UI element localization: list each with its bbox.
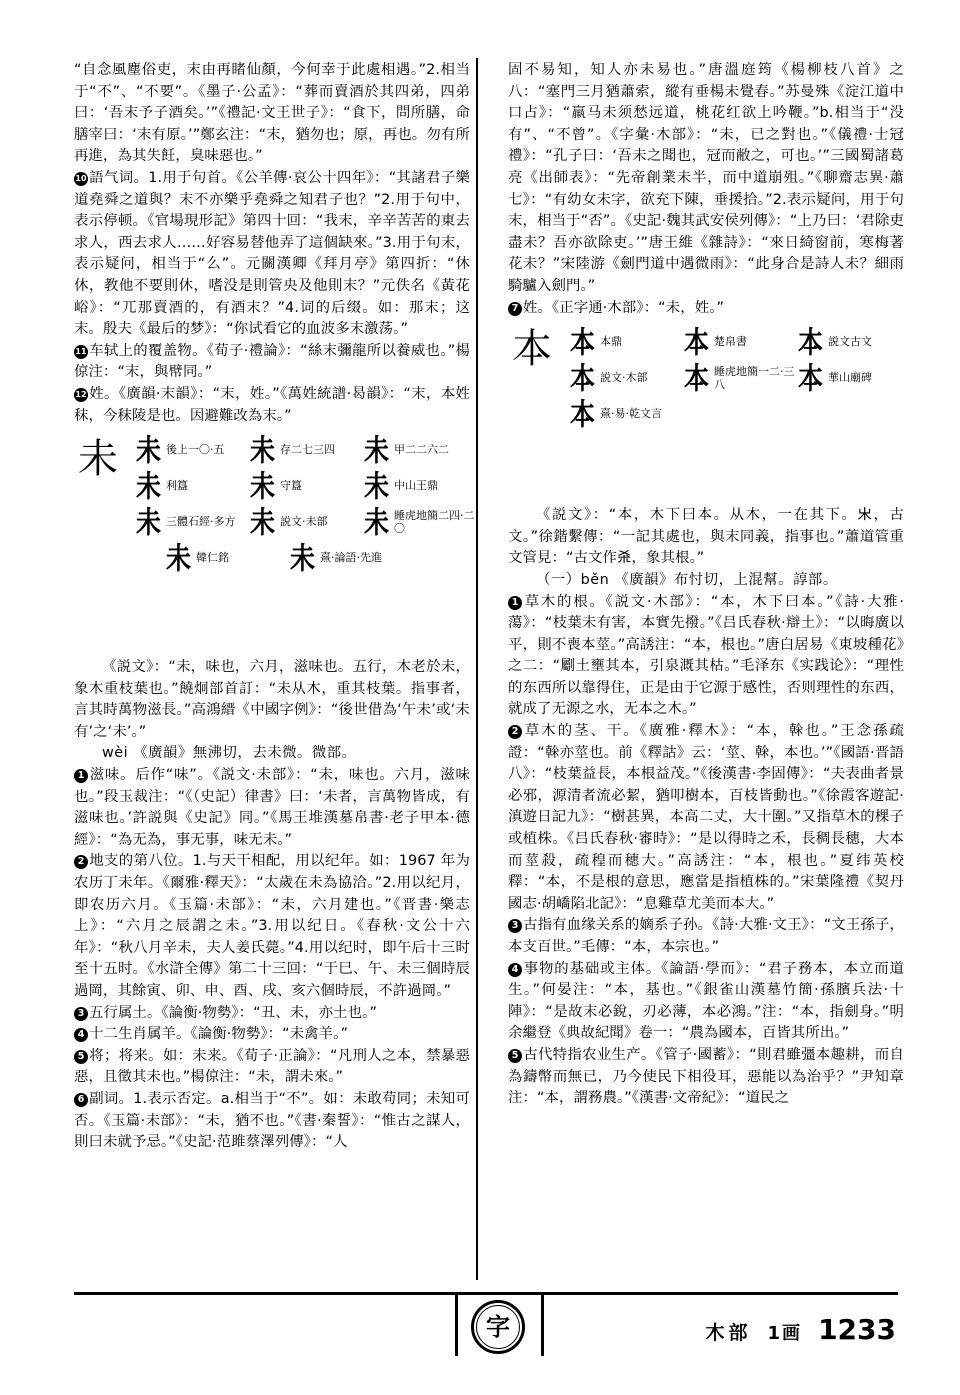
script-form: 未 xyxy=(364,505,390,540)
sense xyxy=(74,1046,470,1089)
script-form: 本 xyxy=(798,325,824,360)
chart-cell xyxy=(136,469,250,504)
script-form: 未 xyxy=(136,433,162,468)
paragraph xyxy=(508,298,904,320)
script-source-label: 後上一〇·五 xyxy=(166,443,225,457)
chart-row xyxy=(508,361,904,396)
chart-headword: 本 xyxy=(512,326,552,373)
script-form: 未 xyxy=(250,433,276,468)
footer-radical-label: 木部 xyxy=(705,1322,752,1344)
sense xyxy=(74,765,470,851)
sense xyxy=(74,1024,470,1046)
chart-cell xyxy=(364,505,478,540)
sense xyxy=(74,1089,470,1154)
chart-cell xyxy=(798,325,912,360)
chart-cell xyxy=(570,361,684,396)
footer-rule xyxy=(74,1292,898,1295)
script-source-label: 三體石經·多方 xyxy=(166,515,236,529)
right-continued-text xyxy=(508,60,904,319)
script-form: 本 xyxy=(570,361,596,396)
paragraph: “自念風塵俗吏，末由再睹仙顏，今何幸于此處相遇。”2.相当于“不”、“不要”。《墨子·公孟》：“葬而賣酒於其四弟，四弟曰：‘吾末予子酒矣。’”《禮記·文王世子》：“食下，問所膳，命膳宰曰：‘末有原。’”鄭玄注：“末，猶勿也；原，再也。勿有所再進，為其失飪，臭味惡也。” xyxy=(74,62,470,165)
page-columns xyxy=(74,60,904,1276)
sense xyxy=(508,959,904,1045)
sense-marker: 2 xyxy=(508,725,522,739)
sense-marker: 1 xyxy=(508,596,522,610)
chart-cell xyxy=(570,325,684,360)
sense-marker: 4 xyxy=(508,963,522,977)
chart-cell xyxy=(684,361,798,396)
sense-text: 滋味。后作“味”。《説文·未部》：“未，味也。六月，滋味也。”段玉裁注：“《（史記）律書》曰：‘未者，言萬物皆成，有滋味也。’許説與《史記》同。”《馬王堆漢墓帛書·老子甲本·德經》：“為无為，事无事，味无未。” xyxy=(74,767,470,848)
script-source-label: 守簋 xyxy=(280,479,303,493)
glyph-evolution-chart-ben xyxy=(508,325,904,497)
seal-tick-right xyxy=(541,1294,544,1356)
chart-cell xyxy=(798,361,912,396)
right-entry-body xyxy=(508,505,904,1110)
chart-row xyxy=(508,397,904,432)
script-source-label: 説文·未部 xyxy=(280,515,328,529)
shuowen-paragraph: 《説文》：“未，味也，六月，滋味也。五行，木老於未，象木重枝葉也。”饒炯部首訂：“未从木，重其枝葉。指事者，言其時萬物滋長。”高鴻縉《中國字例》：“後世借為‘午未’或‘未有’之‘未’。” xyxy=(74,659,470,740)
seal-glyph: 字 xyxy=(476,1305,520,1349)
sense xyxy=(508,915,904,958)
script-form: 未 xyxy=(136,469,162,504)
pronunciation-line: （一）běn 《廣韻》布忖切，上混幫。諄部。 xyxy=(536,571,838,588)
chart-cell xyxy=(136,433,250,468)
sense-marker: 4 xyxy=(74,1028,88,1042)
script-form: 本 xyxy=(684,361,710,396)
sense-marker: 6 xyxy=(74,1093,88,1107)
sense-text: 姓。《正字通·木部》：“未，姓。” xyxy=(523,299,725,316)
paragraph: 固不易知，知人亦未易也。”唐溫庭筠《楊柳枝八首》之八：“塞門三月猶蕭索，縱有垂楊未覺春。”苏曼殊《淀江道中口占》：“羸马未须愁远道，桃花红欲上吟鞭。”b.相当于“没有”、“不曾”。《字彙·木部》：“未，已之對也。”《儀禮·士冠禮》：“孔子曰：‘吾未之聞也，冠而敝之，可也。’”三國蜀諸葛亮《出師表》：“先帝創業未半，而中道崩殂。”《聊齋志異·蕭七》：“有幼女未字，欲充下陳，垂援拾。”2.表示疑问，用于句末，相当于“否”。《史記·魏其武安侯列傳》：“上乃曰：‘君除吏盡未？吾亦欲除吏。’”唐王維《雜詩》：“來日綺窗前，寒梅著花未？”宋陸游《劍門道中遇微雨》：“此身合是詩人未？細雨騎驢入劍門。” xyxy=(508,62,904,294)
sense-text: 车轼上的覆盖物。《荀子·禮論》：“絲末彌龍所以養威也。”楊倞注：“末，與幦同。” xyxy=(74,342,470,381)
chart-row xyxy=(74,541,470,576)
script-form: 本 xyxy=(684,325,710,360)
sense-marker: 7 xyxy=(508,302,522,316)
seal-tick-left xyxy=(455,1294,458,1356)
sense-marker: 5 xyxy=(508,1049,522,1063)
chart-cell xyxy=(290,541,404,576)
script-form: 未 xyxy=(364,433,390,468)
page-number: 1233 xyxy=(818,1313,896,1346)
sense-text: 草木的茎、干。《廣雅·釋木》：“本，榦也。”王念孫疏證：“榦亦莖也。前《釋詁》云：‘莖、榦，本也。’”《國語·晋語八》：“枝葉益長，本根益茂。”《後漢書·李固傳》：“夫表曲者景必邪，源清者流必絜，猶叩樹本，百枝皆動也。”《徐霞客遊記·滇遊日記九》：“樹甚異，本高二丈，大十圍。”又指草木的棵子或植株。《吕氏春秋·審時》：“是以得時之禾，長稠長穗，大本而莖殺，疏䅣而穗大。”高誘注：“本，根也。”夏纬英校釋：“本，不是根的意思，應當是指植株的。”宋葉隆禮《契丹國志·胡嶠陷北記》：“息雞草尤美而本大。” xyxy=(508,723,904,912)
chart-row xyxy=(74,469,470,504)
seal-logo-icon xyxy=(471,1300,525,1354)
script-form: 未 xyxy=(166,541,192,576)
paragraph xyxy=(74,384,470,427)
sense-text: 事物的基础或主体。《論語·學而》：“君子務本，本立而道生。”何晏注：“本，基也。”《銀雀山漢墓竹簡·孫臏兵法·十陣》：“是故末必銳，刃必薄，本必鴻。”注：“本，指劍身。”明余繼登《典故紀聞》卷一：“農為國本，百皆其所出。” xyxy=(508,960,904,1042)
footer-stroke-count: 1画 xyxy=(767,1323,803,1344)
sense-text: 語气词。1.用于句首。《公羊傳·哀公十四年》：“其諸君子樂道堯舜之道與？末不亦樂乎堯舜之知君子也？”2.用于句中，表示停顿。《官場現形記》第四十回：“我末，辛辛苦苦的東去求人，西去求人……好容易替他弄了這個缺來。”3.用于句末，表示疑问，相当于“么”。元關漢卿《拜月亭》第四折：“休休，教他不要則休，嗜没是則管央及他則末？”元佚名《黃花峪》：“兀那賣酒的，有酒末？”4.词的后缀。如：那末；这末。殷夫《最后的梦》：“你试看它的血波多末激荡。” xyxy=(74,169,470,338)
sense-text: 古代特指农业生产。《管子·國蓄》：“則君雖彊本趣耕，而自為鑄幣而無已，乃今使民下相役耳，惡能以為治乎？”尹知章注：“本，謂務農。”《漢書·文帝紀》：“道民之 xyxy=(508,1046,904,1107)
script-form: 未 xyxy=(250,505,276,540)
chart-headword: 未 xyxy=(78,436,118,483)
shuowen-paragraph: 《説文》：“本，木下曰本。从木，一在其下。𣎵，古文。”徐鍇繫傳：“一記其處也，與末同義，指事也。”蕭道管重文管見：“古文作𣏂，象其根。” xyxy=(508,507,904,567)
sense-text: 草木的根。《説文·木部》：“本，木下曰本。”《詩·大雅·蕩》：“枝葉未有害，本實先撥。”《吕氏春秋·辯土》：“以晦廣以平，則不喪本莖。”高誘注：“本，根也。”唐白居易《東坡種花》之二：“劚土壅其本，引泉溉其枯。”毛泽东《实践论》：“理性的东西所以靠得住，正是由于它源于感性，否则理性的东西，就成了无源之水，无本之木。” xyxy=(508,593,904,718)
glyph-evolution-chart-wei xyxy=(74,433,475,649)
script-form: 未 xyxy=(250,469,276,504)
chart-cell xyxy=(364,469,478,504)
script-source-label: 熹·易·乾文言 xyxy=(600,407,663,421)
script-source-label: 利簋 xyxy=(166,479,189,493)
script-source-label: 存二七三四 xyxy=(280,443,336,457)
sense-text: 五行属土。《論衡·物勢》：“丑、未，亦土也。” xyxy=(89,1004,377,1021)
paragraph xyxy=(74,341,470,384)
left-entry-body xyxy=(74,657,470,1154)
script-form: 未 xyxy=(364,469,390,504)
sense-text: 古指有血缘关系的嫡系子孙。《詩·大雅·文王》：“文王孫子，本支百世。”毛傳：“本，本宗也。” xyxy=(508,917,904,955)
script-form: 本 xyxy=(570,325,596,360)
sense-marker: 1 xyxy=(74,769,88,783)
sense-text: 十二生肖属羊。《論衡·物勢》：“未禽羊。” xyxy=(89,1026,349,1043)
chart-rows xyxy=(74,433,475,576)
sense-marker: 3 xyxy=(74,1007,88,1021)
paragraph xyxy=(74,168,470,341)
sense-marker: 11 xyxy=(74,345,88,359)
chart-cell xyxy=(166,541,290,576)
right-column xyxy=(482,60,904,1276)
script-source-label: 甲二二六二 xyxy=(394,443,450,457)
pronunciation-line: wèi 《廣韻》無沸切，去未微。微部。 xyxy=(102,745,357,762)
chart-cell xyxy=(136,505,250,540)
script-form: 本 xyxy=(570,397,596,432)
sense-marker: 10 xyxy=(74,172,88,186)
sense xyxy=(74,1003,470,1025)
chart-cell xyxy=(684,325,798,360)
sense xyxy=(508,1045,904,1110)
script-source-label: 睡虎地簡二四·二〇 xyxy=(394,509,475,535)
sense-marker: 2 xyxy=(74,855,88,869)
chart-cell xyxy=(570,397,684,432)
left-column xyxy=(74,60,482,1276)
script-form: 未 xyxy=(136,505,162,540)
sense-marker: 12 xyxy=(74,388,88,402)
chart-cell xyxy=(250,433,364,468)
sense-text: 将；将来。如：未来。《荀子·正論》：“凡刑人之本，禁暴惡惡，且徵其未也。”楊倞注：“未，謂未來。” xyxy=(74,1047,470,1086)
chart-cell xyxy=(250,469,364,504)
footer-info xyxy=(706,1313,896,1346)
sense-text: 副词。1.表示否定。a.相当于“不”。如：未敢苟同；未知可否。《玉篇·未部》：“未，猶不也。”《書·秦誓》：“惟古之謀人，則曰未就予忌。”《史記·范雎蔡澤列傳》：“人 xyxy=(74,1090,470,1151)
sense-text: 姓。《廣韻·末韻》：“末，姓。”《萬姓統譜·曷韻》：“末，本姓秣，今秣陵是也。因避難改為末。” xyxy=(74,385,470,424)
script-source-label: 華山廟碑 xyxy=(828,371,873,385)
chart-cell xyxy=(364,433,478,468)
script-source-label: 睡虎地簡一二·三八 xyxy=(714,365,795,391)
script-source-label: 説文古文 xyxy=(828,335,873,349)
sense-marker: 3 xyxy=(508,919,522,933)
left-continued-text xyxy=(74,60,470,427)
sense-text: 地支的第八位。1.与天干相配，用以纪年。如：1967 年为农历丁未年。《爾雅·釋天》：“太歲在未為協洽。”2.用以纪月，即农历六月。《玉篇·未部》：“未，六月建也。”《晋書·樂志上》：“六月之辰謂之未。”3.用以纪日。《春秋·文公十六年》：“秋八月辛未，夫人姜氏薨。”4.用以纪时，即午后十三时至十五时。《水滸全傳》第二十三回：“于巳、午、未三個時辰過岡，其餘寅、卯、申、酉、戌、亥六個時辰，不許過岡。” xyxy=(74,853,470,999)
script-form: 本 xyxy=(798,361,824,396)
sense xyxy=(508,592,904,722)
script-source-label: 韓仁銘 xyxy=(196,551,230,565)
sense-marker: 5 xyxy=(74,1050,88,1064)
chart-row xyxy=(74,433,470,468)
sense xyxy=(508,721,904,915)
script-source-label: 楚帛書 xyxy=(714,335,748,349)
script-source-label: 説文·木部 xyxy=(600,371,648,385)
script-source-label: 熹·論語·先進 xyxy=(320,551,383,565)
sense xyxy=(74,851,470,1002)
chart-cell xyxy=(250,505,364,540)
chart-rows xyxy=(508,325,904,432)
script-source-label: 中山王鼎 xyxy=(394,479,439,493)
script-source-label: 本鼎 xyxy=(600,335,623,349)
chart-row xyxy=(74,505,475,540)
chart-row xyxy=(508,325,904,360)
script-form: 未 xyxy=(290,541,316,576)
